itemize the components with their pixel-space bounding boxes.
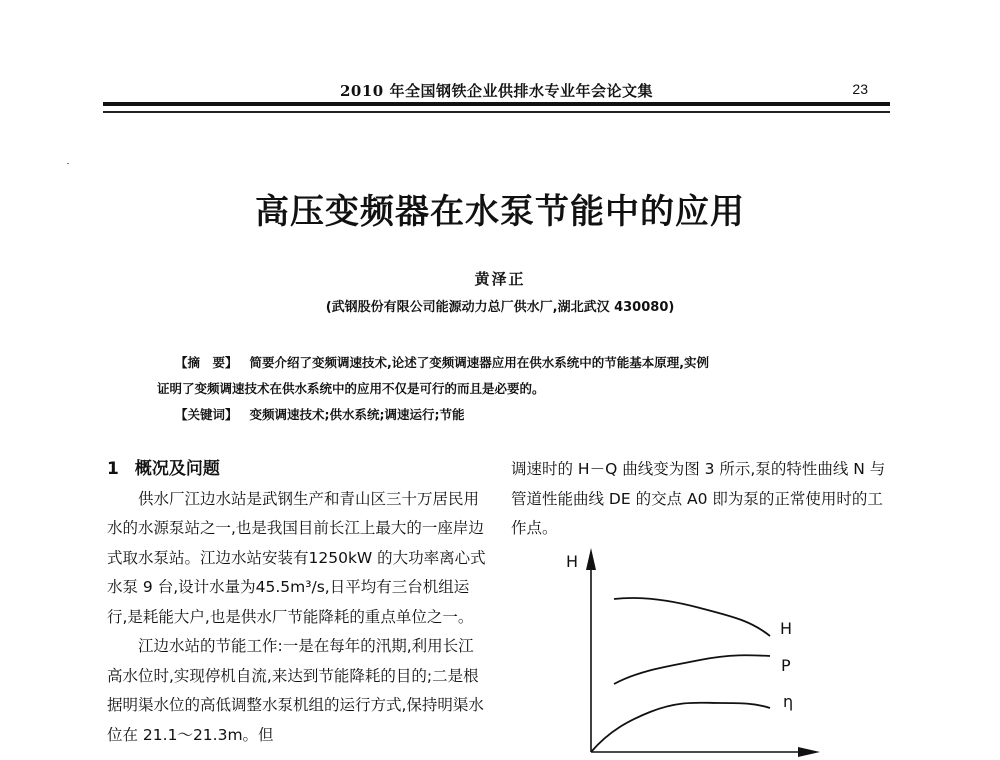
abstract-line-2: 证明了变频调速技术在供水系统中的应用不仅是可行的而且是必要的。 (157, 381, 545, 396)
running-title: 2010 年全国钢铁企业供排水专业年会论文集 (340, 82, 653, 100)
keywords-line (157, 402, 847, 428)
author-affiliation: (武钢股份有限公司能源动力总厂供水厂,湖北武汉 430080) (325, 300, 675, 315)
running-header (103, 80, 890, 100)
abstract-block (157, 350, 847, 428)
right-column (511, 455, 895, 544)
curve-p-label: P (781, 656, 791, 675)
left-column (107, 455, 489, 750)
curve-h-label: H (780, 619, 793, 638)
y-axis-arrow-icon (586, 548, 596, 570)
curve-eta-label: η (783, 692, 794, 711)
curve-p (614, 655, 770, 684)
paper-title: 高压变频器在水泵节能中的应用 (255, 192, 745, 232)
curve-h (614, 598, 770, 636)
header-rule-thin (103, 111, 890, 113)
curve-eta (591, 703, 770, 752)
section-number: 1 (107, 459, 119, 479)
paragraph-overview: 供水厂江边水站是武钢生产和青山区三十万居民用水的水源泵站之一,也是我国目前长江上最大的一座岸边式取水泵站。江边水站安装有1250kW 的大功率离心式水泵 9 台,设计水量为45.5m³/s,日平均有三台机组运行,是耗能大户,也是供水厂节能降耗的重点单位之一。 (107, 489, 486, 626)
header-rule-thick (103, 102, 890, 106)
pump-curve-figure (550, 540, 840, 760)
abstract-text-1: 简要介绍了变频调速技术,论述了变频调速器应用在供水系统中的节能基本原理,实例 (249, 355, 710, 370)
page-number: 23 (852, 81, 868, 97)
paragraph-energy-saving: 江边水站的节能工作:一是在每年的汛期,利用长江高水位时,实现停机自流,来达到节能降耗的目的;二是根据明渠水位的高低调整水泵机组的运行方式,保持明渠水位在 21.1～21.3m。但 (107, 637, 484, 744)
abstract-label: 【摘 要】 (175, 355, 238, 370)
section-title: 概况及问题 (134, 459, 220, 479)
pump-curve-plot (550, 540, 840, 760)
y-axis-label: H (566, 552, 579, 571)
section-heading (107, 455, 489, 485)
paragraph-hq-curve: 调速时的 H－Q 曲线变为图 3 所示,泵的特性曲线 N 与管道性能曲线 DE 的交点 A0 即为泵的正常使用时的工作点。 (511, 460, 886, 537)
x-axis-arrow-icon (798, 747, 820, 757)
keywords-label: 【关键词】 (175, 407, 238, 422)
keywords-text: 变频调速技术;供水系统;调速运行;节能 (249, 407, 465, 422)
abstract-line-1 (157, 350, 847, 376)
scan-speck (67, 163, 69, 164)
author-name: 黄泽正 (474, 270, 526, 288)
